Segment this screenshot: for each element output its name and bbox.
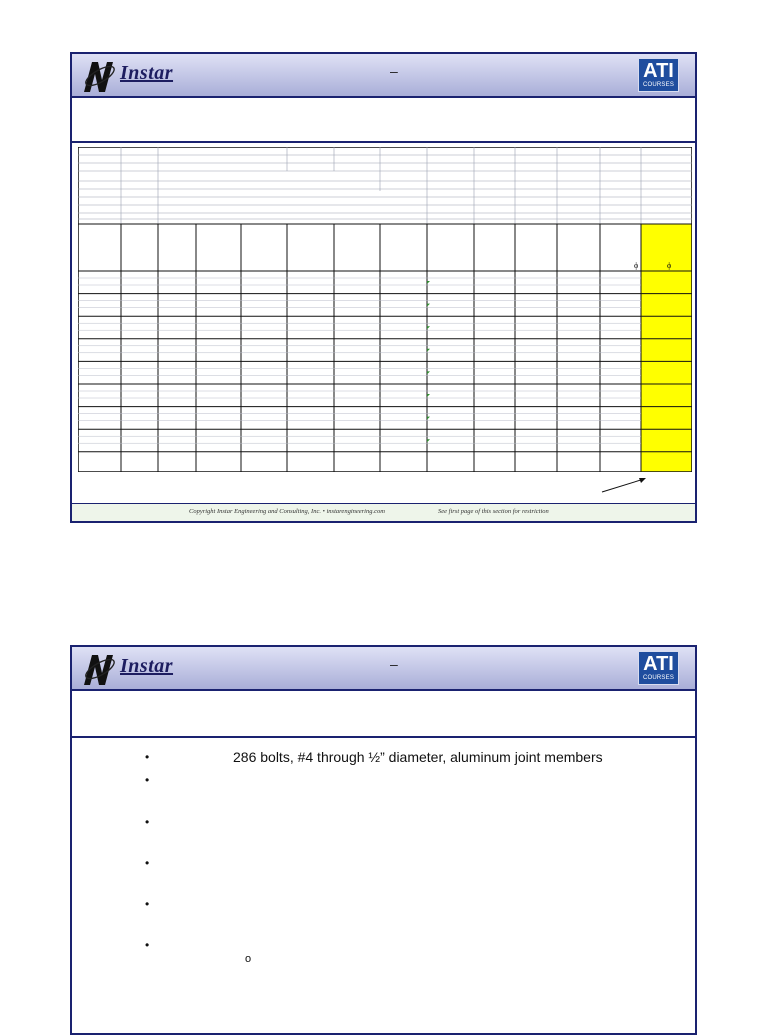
ati-sub: COURSES (642, 82, 675, 88)
comment-marker-icon (427, 304, 430, 307)
ati-courses-logo (638, 651, 679, 685)
pointer-arrow-icon (596, 472, 656, 502)
slide-title: – (390, 656, 398, 672)
comment-marker-icon (427, 371, 430, 374)
instar-logo (80, 651, 190, 687)
ati-label: ATI (643, 653, 674, 675)
slide-header (72, 54, 695, 96)
slide-header (72, 647, 695, 689)
phi-mark: ϕ (634, 261, 639, 270)
degree-mark: o (245, 953, 252, 965)
restriction-text: See first page of this section for restriction (438, 508, 549, 515)
bullet-5-dot: • (145, 897, 150, 911)
copyright-text: Copyright Instar Engineering and Consulting, Inc. • instarengineering.com (189, 508, 385, 515)
comment-marker-icon (427, 417, 430, 420)
data-table (78, 147, 692, 472)
ati-sub: COURSES (642, 675, 675, 681)
slide-title: – (390, 63, 398, 79)
comment-marker-icon (427, 394, 430, 397)
bullet-6-dot: • (145, 938, 150, 952)
subtitle-rule (72, 141, 695, 143)
header-rule (72, 689, 695, 691)
comment-marker-icon (427, 349, 430, 352)
comment-marker-icon (427, 281, 430, 284)
ati-courses-logo (638, 58, 679, 92)
data-table-grid (78, 147, 692, 472)
logo-text: Instar (120, 62, 174, 84)
bullet-2-dot: • (145, 773, 150, 787)
phi-mark: ϕ (667, 261, 672, 270)
slide-1 (70, 52, 697, 523)
bullet-1-dot: • (145, 750, 150, 764)
instar-logo (80, 58, 190, 94)
comment-marker-icon (427, 439, 430, 442)
instar-logo-icon (80, 651, 120, 689)
subtitle-rule (72, 736, 695, 738)
bullet-1-text: 286 bolts, #4 through ½” diameter, aluminum joint members (233, 749, 603, 765)
instar-logo-icon (80, 58, 120, 96)
bullet-3-dot: • (145, 815, 150, 829)
slide-2 (70, 645, 697, 1035)
header-rule (72, 96, 695, 98)
bullet-4-dot: • (145, 856, 150, 870)
ati-label: ATI (643, 60, 674, 82)
logo-text: Instar (120, 655, 174, 677)
copyright-bar (72, 503, 695, 521)
